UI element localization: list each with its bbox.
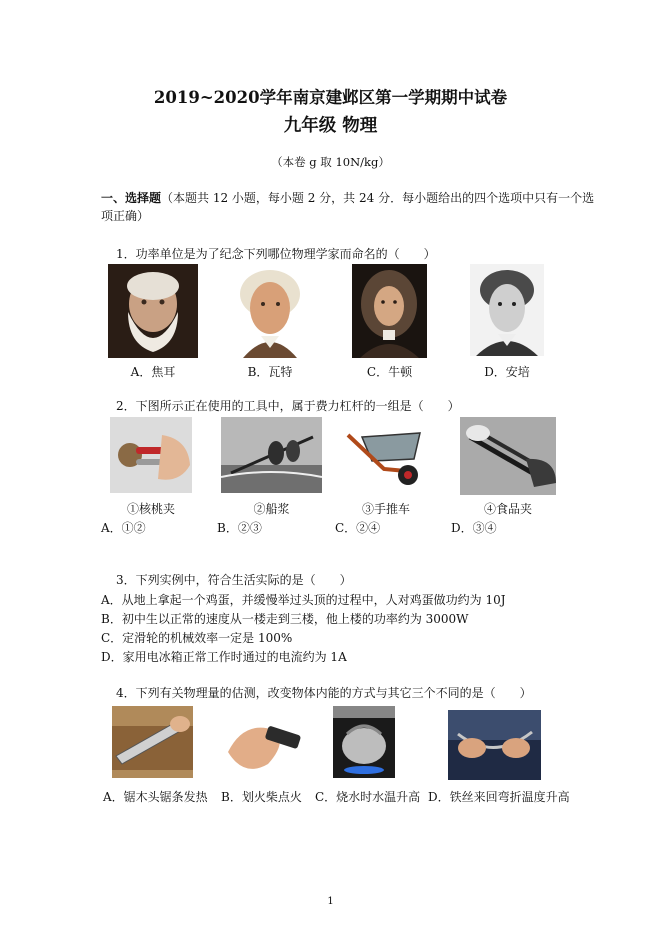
q2-caption-1: ①核桃夹	[126, 502, 175, 516]
q2-caption-2: ②船浆	[253, 502, 290, 516]
section-heading: 一、选择题	[101, 191, 162, 205]
wheelbarrow-image	[344, 425, 428, 491]
q3-option-a: A．从地上拿起一个鸡蛋，并缓慢举过头顶的过程中，人对鸡蛋做功约为 10J	[101, 593, 506, 607]
q2-option-c: C．②④	[335, 521, 381, 535]
exam-note: （本卷 g 取 10N/kg）	[271, 155, 390, 169]
q3-stem: 3．下列实例中，符合生活实际的是（ ）	[116, 573, 352, 587]
q2-stem: 2．下图所示正在使用的工具中，属于费力杠杆的一组是（ ）	[116, 399, 460, 413]
rowing-oar-image	[221, 417, 322, 493]
q1-option-d: D．安培	[484, 365, 530, 379]
q2-option-d: D．③④	[451, 521, 497, 535]
q4-option-a: A．锯木头锯条发热	[103, 790, 208, 804]
q1-option-b: B．瓦特	[247, 365, 293, 379]
portrait-ampere-image	[470, 264, 544, 356]
page-number: 1	[327, 896, 334, 907]
q3-option-d: D．家用电冰箱正常工作时通过的电流约为 1A	[101, 650, 347, 664]
section-instructions-2: 项正确）	[101, 209, 150, 223]
q3-option-b: B．初中生以正常的速度从一楼走到三楼，他上楼的功率约为 3000W	[101, 612, 469, 626]
portrait-newton-image	[352, 264, 427, 358]
q4-option-c: C．烧水时水温升高	[315, 790, 421, 804]
q4-stem: 4．下列有关物理量的估测，改变物体内能的方式与其它三个不同的是（ ）	[116, 686, 532, 700]
food-tongs-image	[460, 417, 556, 495]
portrait-watt-image	[233, 264, 307, 358]
q1-stem: 1．功率单位是为了纪念下列哪位物理学家而命名的（ ）	[116, 247, 436, 261]
q1-option-a: A．焦耳	[130, 365, 176, 379]
walnut-cracker-image	[110, 417, 192, 493]
section-heading-line	[101, 190, 594, 206]
striking-match-image	[222, 712, 304, 778]
section-instructions-1: （本题共 12 小题，每小题 2 分，共 24 分．每小题给出的四个选项中只有一个选	[161, 191, 595, 205]
q4-option-b: B．划火柴点火	[221, 790, 302, 804]
boiling-kettle-image	[333, 706, 395, 778]
q2-option-a: A．①②	[101, 521, 146, 535]
portrait-joule-image	[108, 264, 198, 358]
q2-option-b: B．②③	[217, 521, 262, 535]
sawing-wood-image	[112, 706, 193, 778]
exam-subtitle: 九年级 物理	[283, 116, 378, 136]
exam-title: 2019~2020学年南京建邺区第一学期期中试卷	[153, 88, 508, 107]
q2-caption-3: ③手推车	[361, 502, 410, 516]
q4-option-d: D．铁丝来回弯折温度升高	[428, 790, 570, 804]
bending-wire-image	[448, 710, 541, 780]
q2-caption-4: ④食品夹	[483, 502, 532, 516]
q3-option-c: C．定滑轮的机械效率一定是 100%	[101, 631, 293, 645]
q1-option-c: C．牛顿	[366, 365, 413, 379]
